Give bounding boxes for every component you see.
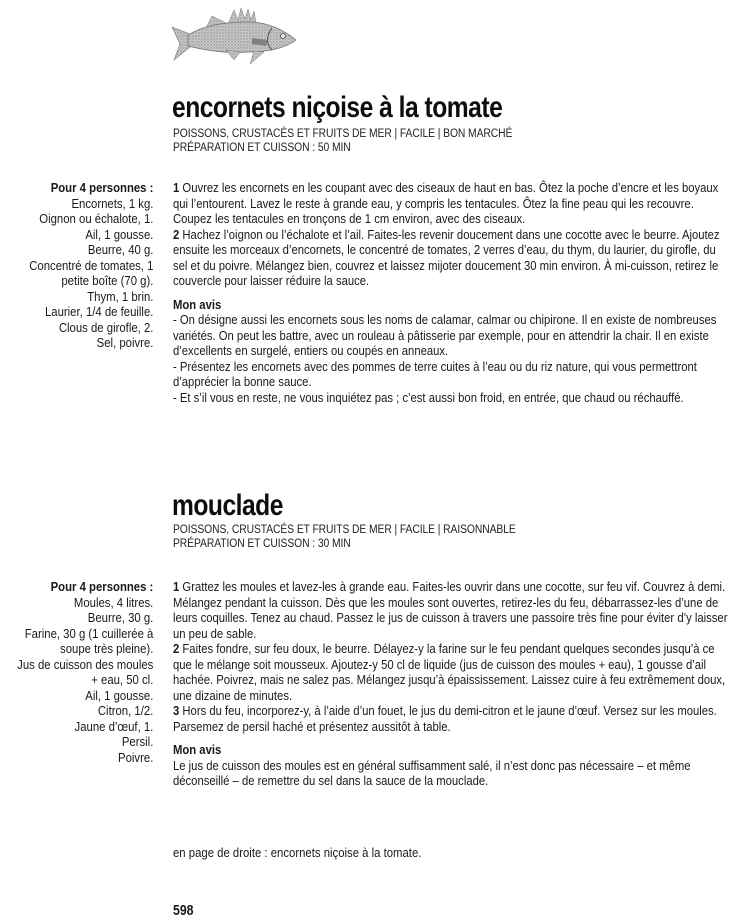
step-number: 1 xyxy=(173,180,180,195)
recipe-time: PRÉPARATION ET CUISSON : 30 MIN xyxy=(173,536,351,550)
step-text: Faites fondre, sur feu doux, le beurre. Délayez-y la farine sur le feu pendant quelques secondes jusqu’à ce que le mélange soit mousseux. Ajoutez-y 50 cl de liquide (jus de cuisson des moules + eau), 1 gousse d’ail hachée. Poivrez, mais ne salez pas. Mélangez jusqu’à épaississement. Laissez cuire à feu extrêmement doux, une dizaine de minutes. xyxy=(173,641,726,703)
step-number: 2 xyxy=(173,226,180,242)
step xyxy=(173,641,733,703)
ingredient-item: Beurre, 40 g. xyxy=(87,242,153,257)
step-text: Hachez l’oignon ou l’échalote et l’ail. Faites-les revenir doucement dans une cocotte avec le beurre. Ajoutez ensuite les morceaux d’encornets, le concentré de tomates, 2 verres d’eau, du thym, du laurier, du girofle, du sel et du poivre. Mélangez bien, couvrez et laissez mijoter doucement 30 min environ. À mi-cuisson, retirez le couvercle pour laisser réduire la sauce. xyxy=(173,226,720,288)
ingredient-item: Citron, 1/2. xyxy=(97,703,153,718)
ingredient-item: Farine, 30 g (1 cuillerée à xyxy=(24,625,154,641)
photo-caption: en page de droite : encornets niçoise à la tomate. xyxy=(173,845,422,860)
ingredient-item: Poivre. xyxy=(117,749,153,765)
ingredient-item: Jaune d’œuf, 1. xyxy=(74,718,153,734)
page-number: 598 xyxy=(173,902,194,919)
ingredient-item: Ail, 1 gousse. xyxy=(84,687,153,703)
ingredient-item: Moules, 4 litres. xyxy=(73,594,153,610)
ingredient-item: Beurre, 30 g. xyxy=(87,610,153,625)
step xyxy=(173,180,733,227)
ingredient-item: Ail, 1 gousse. xyxy=(84,226,153,242)
ingredient-item: Clous de girofle, 2. xyxy=(58,319,153,335)
fish-illustration-icon xyxy=(168,2,300,66)
step-text: Ouvrez les encornets en les coupant avec des ciseaux de haut en bas. Ôtez la poche d’encre et les boyaux qui l’entourent. Lavez le reste à grande eau, y compris les tentacules. Ôtez la fine peau qui les recouvre. Coupez les tentacules en tronçons de 1 cm environ, avec des ciseaux. xyxy=(173,180,719,226)
servings-label: Pour 4 personnes : xyxy=(50,579,153,594)
avis-heading: Mon avis xyxy=(173,296,222,312)
step xyxy=(173,703,733,734)
step-number: 3 xyxy=(173,703,180,718)
ingredients-list xyxy=(17,579,153,765)
ingredient-item: soupe très pleine). xyxy=(59,641,153,656)
recipe-title: mouclade xyxy=(172,489,283,522)
recipe-instructions xyxy=(173,180,733,405)
avis-paragraph: Le jus de cuisson des moules est en général suffisamment salé, il n’est donc pas nécessaire – et même déconseillé – de remettre du sel dans la sauce de la mouclade. xyxy=(173,757,691,788)
step-number: 1 xyxy=(173,579,180,594)
recipe-category: POISSONS, CRUSTACÉS ET FRUITS DE MER | FACILE | BON MARCHÉ xyxy=(173,126,513,140)
ingredient-item: Persil. xyxy=(121,734,153,749)
avis-paragraph: - Et s’il vous en reste, ne vous inquiétez pas ; c’est aussi bon froid, en entrée, que chaud ou réchauffé. xyxy=(173,389,684,405)
step xyxy=(173,579,733,641)
avis-paragraph: - On désigne aussi les encornets sous les noms de calamar, calmar ou chipirone. Il en existe de nombreuses variétés. On peut les battre, avec un rouleau à pâtisserie par exemple, pour en attendrir la chair. Il en existe d’excellents en surgelé, entiers ou coupés en anneaux. xyxy=(173,312,717,358)
ingredient-item: Laurier, 1/4 de feuille. xyxy=(44,304,153,319)
step xyxy=(173,227,733,289)
avis-heading: Mon avis xyxy=(173,742,222,757)
servings-label: Pour 4 personnes : xyxy=(50,180,154,195)
step-number: 2 xyxy=(173,641,180,656)
avis-paragraph: - Présentez les encornets avec des pommes de terre cuites à l’eau ou du riz nature, qui vous permettront d’apprécier la bonne sauce. xyxy=(173,358,697,389)
step-text: Hors du feu, incorporez-y, à l’aide d’un fouet, le jus du demi-citron et le jaune d’œuf. Versez sur les moules. Parsemez de persil haché et présentez aussitôt à table. xyxy=(173,703,717,734)
ingredient-item: Jus de cuisson des moules xyxy=(16,656,153,672)
ingredient-item: Concentré de tomates, 1 xyxy=(28,257,153,273)
recipe-title: encornets niçoise à la tomate xyxy=(172,91,503,124)
ingredient-item: Encornets, 1 kg. xyxy=(71,195,153,211)
step-text: Grattez les moules et lavez-les à grande eau. Faites-les ouvrir dans une cocotte, sur feu vif. Couvrez à demi. Mélangez pendant la cuisson. Dès que les moules sont ouvertes, retirez-les du feu, débarrassez-les d’une de leurs coquilles. Tenez au chaud. Passez le jus de cuisson à travers une passoire très fine pour éviter d’y laisser un peu de sable. xyxy=(173,579,728,641)
ingredient-item: Sel, poivre. xyxy=(96,335,153,350)
recipe-time: PRÉPARATION ET CUISSON : 50 MIN xyxy=(173,140,351,154)
ingredient-item: Oignon ou échalote, 1. xyxy=(38,211,153,226)
recipe-instructions xyxy=(173,579,733,789)
ingredient-item: petite boîte (70 g). xyxy=(60,273,153,288)
recipe-category: POISSONS, CRUSTACÉS ET FRUITS DE MER | FACILE | RAISONNABLE xyxy=(173,522,516,536)
ingredient-item: + eau, 50 cl. xyxy=(90,672,153,687)
ingredient-item: Thym, 1 brin. xyxy=(86,288,153,304)
ingredients-list xyxy=(29,180,153,351)
